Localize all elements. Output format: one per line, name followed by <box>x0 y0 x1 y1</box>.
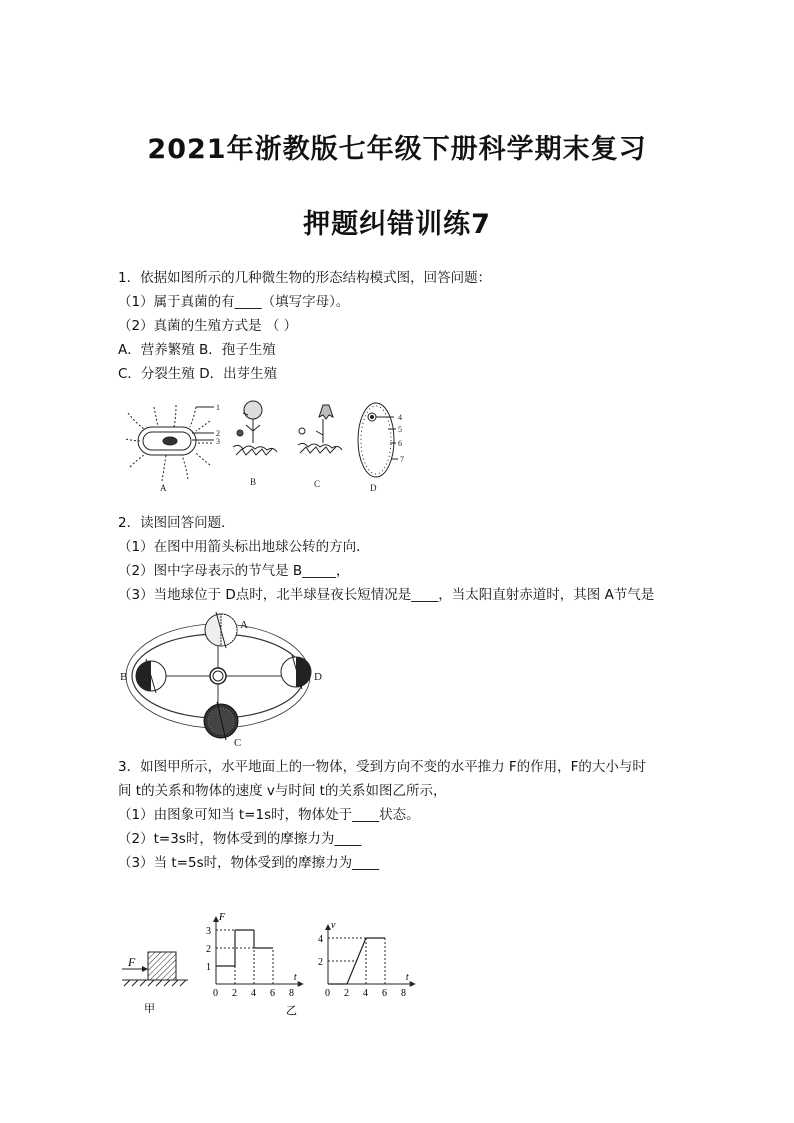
x-axis-arrow <box>410 981 416 987</box>
earth-a-icon <box>205 612 237 648</box>
q1-sub2: （2）真菌的生殖方式是 （ ） <box>118 318 298 334</box>
earth-d-icon <box>281 655 311 689</box>
x-tick-label: 8 <box>289 988 294 999</box>
velocity-time-chart <box>310 898 420 1008</box>
x-tick-label: 6 <box>270 988 275 999</box>
y-tick-label: 2 <box>206 944 211 955</box>
x-tick-label: 2 <box>232 988 237 999</box>
fig-jia-label: 甲 <box>144 1002 155 1015</box>
x-axis-arrow <box>298 981 304 987</box>
svg-text:A: A <box>160 483 167 493</box>
earth-b-icon <box>136 659 166 693</box>
block-figure <box>118 938 198 1018</box>
x-axis-label: t <box>405 972 409 983</box>
ground-hatch <box>124 980 186 986</box>
q3-stem-line1: 3．如图甲所示，水平地面上的一物体，受到方向不变的水平推力 F的作用，F的大小与时 <box>118 759 646 775</box>
q3-sub2: （2）t=3s时，物体受到的摩擦力为____ <box>118 831 362 847</box>
fig-numbers-a <box>216 403 220 446</box>
x-tick-label: 4 <box>363 988 368 999</box>
bacterium-drawing <box>126 405 214 481</box>
y-tick-label: 4 <box>318 934 323 945</box>
earth-orbit-figure <box>118 612 328 750</box>
earth-c-icon <box>204 702 238 740</box>
force-label: F <box>128 955 136 969</box>
sun-icon <box>210 668 226 684</box>
svg-text:5: 5 <box>398 425 402 434</box>
q1-options-cd: C．分裂生殖 D．出芽生殖 <box>118 366 278 382</box>
q3-stem-line2: 间 t的关系和物体的速度 v与时间 t的关系如图乙所示， <box>118 783 447 799</box>
q1-sub1: （1）属于真菌的有____（填写字母）。 <box>118 294 350 310</box>
mold-c-drawing <box>298 405 342 453</box>
force-time-chart <box>196 898 316 1016</box>
y-tick-label: 2 <box>318 957 323 968</box>
mold-b-drawing <box>233 401 277 455</box>
svg-text:A: A <box>240 619 248 631</box>
svg-text:B: B <box>120 671 128 683</box>
q1-options-ab: A．营养繁殖 B．孢子生殖 <box>118 342 276 358</box>
svg-text:3: 3 <box>216 437 220 446</box>
svg-text:D: D <box>314 671 322 683</box>
y-tick-label: 3 <box>206 926 211 937</box>
fig-yi-label: 乙 <box>286 1004 297 1016</box>
document-title-line2: 押题纠错训练7 <box>303 209 491 240</box>
q3-sub3: （3）当 t=5s时，物体受到的摩擦力为____ <box>118 855 380 871</box>
svg-text:2: 2 <box>216 429 220 438</box>
microorganism-figure <box>118 395 418 500</box>
q3-sub1: （1）由图象可知当 t=1s时，物体处于____状态。 <box>118 807 420 823</box>
q2-sub3: （3）当地球位于 D点时，北半球昼夜长短情况是____，当太阳直射赤道时，其图 A节气是 <box>118 587 655 603</box>
q2-sub1: （1）在图中用箭头标出地球公转的方向． <box>118 539 370 555</box>
q2-stem: 2．读图回答问题． <box>118 515 235 531</box>
x-tick-label: 8 <box>401 988 406 999</box>
x-tick-label: 0 <box>213 988 218 999</box>
x-tick-label: 0 <box>325 988 330 999</box>
svg-text:B: B <box>250 477 257 487</box>
svg-text:7: 7 <box>400 455 404 464</box>
svg-text:C: C <box>234 737 242 749</box>
y-axis-label: F <box>219 912 226 923</box>
svg-text:D: D <box>370 483 377 493</box>
y-axis-label: v <box>331 920 336 931</box>
x-axis-label: t <box>293 972 297 983</box>
x-tick-label: 6 <box>382 988 387 999</box>
x-tick-label: 2 <box>344 988 349 999</box>
svg-text:4: 4 <box>398 413 402 422</box>
block-icon <box>148 952 176 980</box>
fig-numbers-d <box>398 413 404 464</box>
fig-letters <box>160 477 377 493</box>
document-title-line1: 2021年浙教版七年级下册科学期末复习 <box>147 134 647 165</box>
svg-text:1: 1 <box>216 403 220 412</box>
q1-stem: 1．依据如图所示的几种微生物的形态结构模式图，回答问题： <box>118 270 492 286</box>
x-tick-label: 4 <box>251 988 256 999</box>
q2-sub2: （2）图中字母表示的节气是 B_____， <box>118 563 350 579</box>
svg-text:6: 6 <box>398 439 402 448</box>
cell-d-drawing <box>358 403 398 477</box>
y-tick-label: 1 <box>206 962 211 973</box>
svg-text:C: C <box>314 479 321 489</box>
